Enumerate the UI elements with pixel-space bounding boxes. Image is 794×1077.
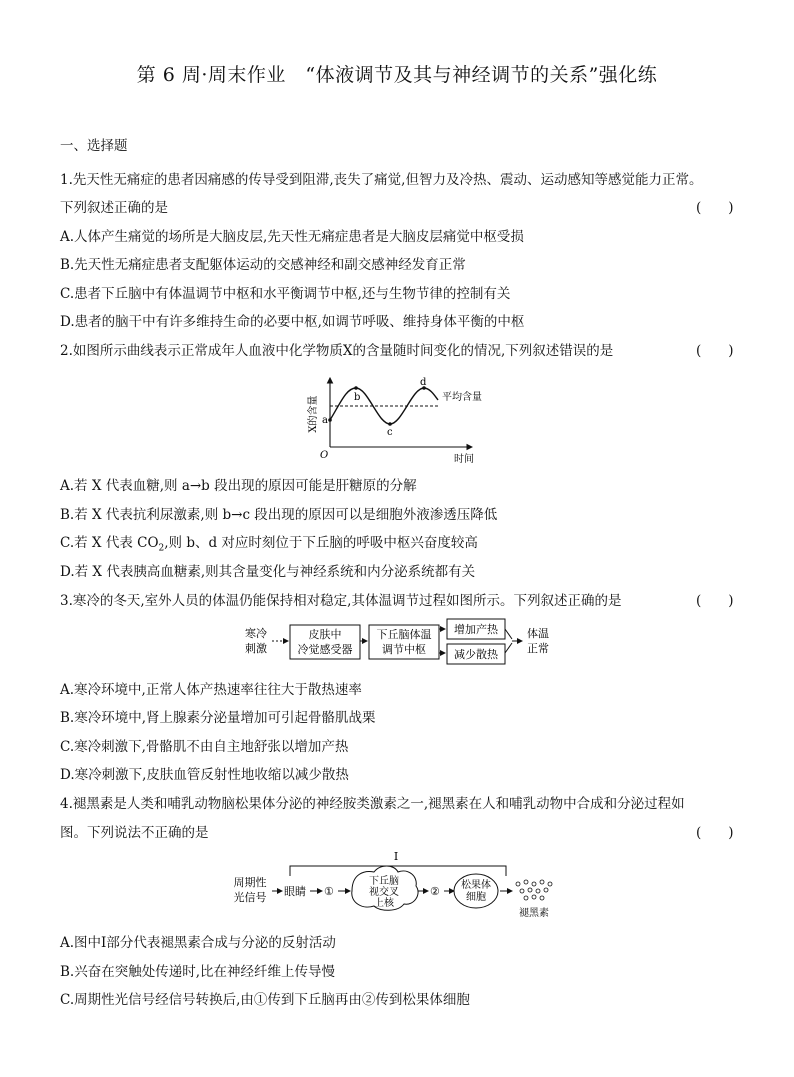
label-a: a <box>322 415 328 426</box>
q1-option-c: C.患者下丘脑中有体温调节中枢和水平衡调节中枢,还与生物节律的控制有关 <box>60 286 511 302</box>
q4-stem-line1: 4.褪黑素是人类和哺乳动物脑松果体分泌的神经胺类激素之一,褪黑素在人和哺乳动物中合成和分泌过程如 <box>60 796 685 812</box>
q2-option-d: D.若 X 代表胰高血糖素,则其含量变化与神经系统和内分泌系统都有关 <box>60 564 476 580</box>
q4-stem-line2: 图。下列说法不正确的是 <box>60 825 209 841</box>
q1-answer-paren: ( ) <box>696 200 734 216</box>
x-axis-label: 时间 <box>454 454 474 465</box>
q1-option-d: D.患者的脑干中有许多维持生命的必要中枢,如调节呼吸、维持身体平衡的中枢 <box>60 314 525 330</box>
hypo-line1: 下丘脑 <box>369 876 399 887</box>
melatonin-dots <box>516 880 552 900</box>
q2-option-a: A.若 X 代表血糖,则 a→b 段出现的原因可能是肝糖原的分解 <box>60 478 417 494</box>
q4-option-b: B.兴奋在突触处传递时,比在神经纤维上传导慢 <box>60 964 336 980</box>
q2-option-b: B.若 X 代表抗利尿激素,则 b→c 段出现的原因可以是细胞外液渗透压降低 <box>60 507 498 523</box>
q1-stem-line2: 下列叙述正确的是 <box>60 200 168 216</box>
label-d: d <box>420 377 427 388</box>
q3-answer-paren: ( ) <box>696 593 734 609</box>
brace-label: I <box>393 850 399 863</box>
point-b <box>354 386 358 390</box>
q1-option-b: B.先天性无痛症患者支配躯体运动的交感神经和副交感神经发育正常 <box>60 257 466 273</box>
label-c: c <box>387 427 393 438</box>
point-c <box>388 422 392 426</box>
receptor-line1: 皮肤中 <box>308 628 342 641</box>
center-line2: 调节中枢 <box>382 643 426 656</box>
result-line2: 正常 <box>527 642 549 655</box>
melatonin-label: 褪黑素 <box>519 908 549 919</box>
q1-option-a: A.人体产生痛觉的场所是大脑皮层,先天性无痛症患者是大脑皮层痛觉中枢受损 <box>60 229 524 245</box>
heat-down-label: 减少散热 <box>454 648 498 661</box>
q2-curve-graph <box>290 372 490 470</box>
q4-option-c: C.周期性光信号经信号转换后,由①传到下丘脑再由②传到松果体细胞 <box>60 992 470 1008</box>
heat-up-label: 增加产热 <box>454 623 498 636</box>
q4-option-a: A.图中Ⅰ部分代表褪黑素合成与分泌的反射活动 <box>60 935 336 951</box>
q3-option-c: C.寒冷刺激下,骨骼肌不由自主地舒张以增加产热 <box>60 739 349 755</box>
stimulus-line1: 寒冷 <box>245 627 267 640</box>
origin-label: O <box>320 450 329 461</box>
result-line1: 体温 <box>527 627 549 640</box>
q3-stem: 3.寒冷的冬天,室外人员的体温仍能保持相对稳定,其体温调节过程如图所示。下列叙述正确的是 <box>60 593 622 609</box>
section-heading: 一、选择题 <box>60 138 128 154</box>
q3-option-a: A.寒冷环境中,正常人体产热速率往往大于散热速率 <box>60 682 362 698</box>
q1-stem-line1: 1.先天性无痛症的患者因痛感的传导受到阻滞,丧失了痛觉,但智力及冷热、震动、运动感知等感觉能力正常。 <box>60 172 703 188</box>
receptor-line2: 冷觉感受器 <box>297 643 353 656</box>
q2-option-c: C.若 X 代表 $CO_2$,则 b、d 对应时刻位于下丘脑的呼吸中枢兴奋度较高 <box>60 535 478 554</box>
label-b: b <box>354 392 361 403</box>
q3-option-d: D.寒冷刺激下,皮肤血管反射性地收缩以减少散热 <box>60 767 349 783</box>
step-2: ② <box>430 885 440 898</box>
q2-answer-paren: ( ) <box>696 343 734 359</box>
center-line1: 下丘脑体温 <box>376 628 432 641</box>
signal-line2: 光信号 <box>233 891 267 904</box>
signal-line1: 周期性 <box>233 876 267 889</box>
q4-flow-diagram <box>228 846 568 922</box>
eye-label: 眼睛 <box>284 885 306 898</box>
point-a <box>328 418 332 422</box>
pineal-line2: 细胞 <box>466 892 486 903</box>
y-axis-label: X的含量 <box>308 395 319 433</box>
page-title: 第 6 周·周末作业 “体液调节及其与神经调节的关系”强化练 <box>136 64 658 86</box>
hypo-line3: 上核 <box>374 898 394 909</box>
pineal-line1: 松果体 <box>461 880 491 891</box>
q3-option-b: B.寒冷环境中,肾上腺素分泌量增加可引起骨骼肌战栗 <box>60 710 376 726</box>
step-1: ① <box>324 885 334 898</box>
q2-stem: 2.如图所示曲线表示正常成年人血液中化学物质X的含量随时间变化的情况,下列叙述错误的是 <box>60 343 614 359</box>
avg-label: 平均含量 <box>442 392 482 403</box>
hypo-line2: 视交叉 <box>369 887 399 898</box>
stimulus-line2: 刺激 <box>245 642 267 655</box>
q4-answer-paren: ( ) <box>696 825 734 841</box>
q3-flow-diagram <box>238 617 558 667</box>
